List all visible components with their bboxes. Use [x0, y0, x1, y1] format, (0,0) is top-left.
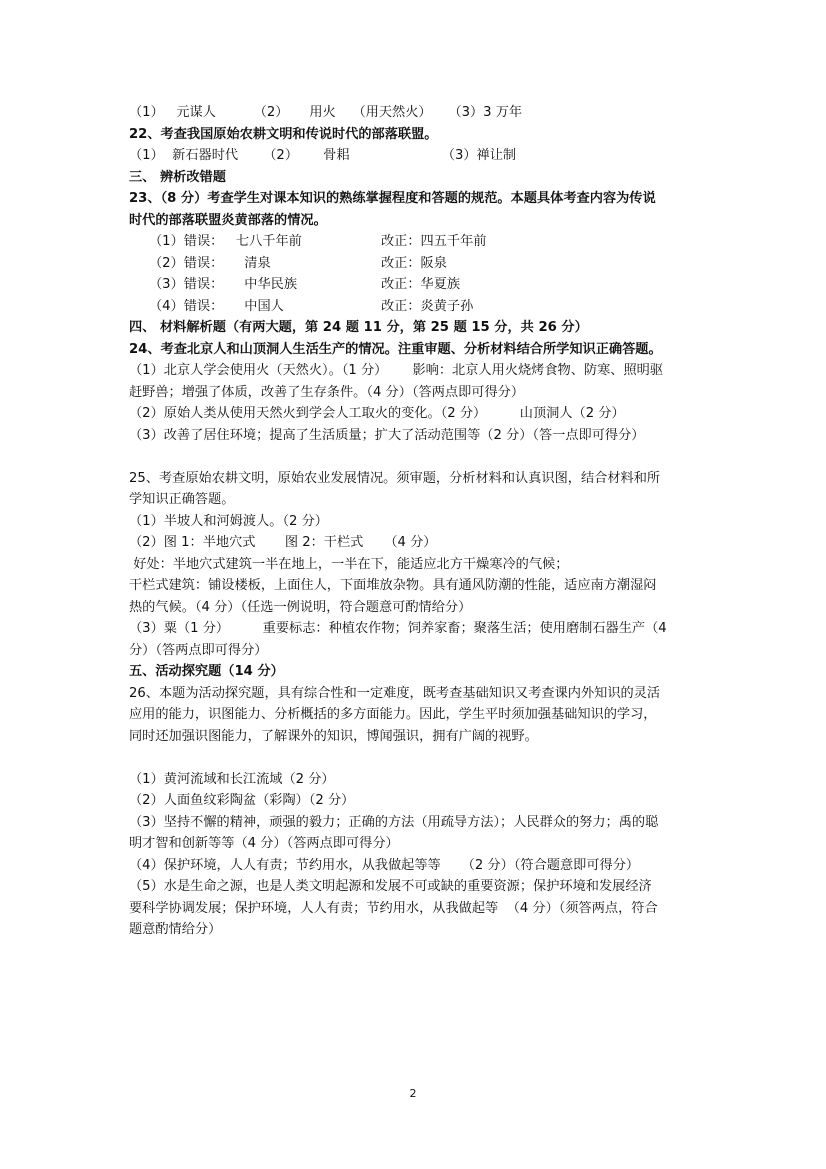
answer-25-2-benefit: 好处：半地穴式建筑一半在地上，一半在下，能适应北方干燥寒冷的气候；	[129, 556, 569, 572]
answer-24-2: （2）原始人类从使用天然火到学会人工取火的变化。（2 分） 山顶洞人（2 分）	[129, 406, 625, 421]
correction-fix: 改正：阪泉	[381, 255, 447, 271]
question-26-intro-cont: 应用的能力，识图能力、分析概括的多方面能力。因此，学生平时须加强基础知识的学习，	[129, 707, 657, 722]
blank-line	[129, 446, 707, 468]
answer-25-2-ganlan: 干栏式建筑：铺设楼板，上面住人，下面堆放杂物。具有通风防潮的性能，适应南方潮湿闷	[129, 578, 657, 593]
section-4-heading: 四、 材料解析题（有两大题，第 24 题 11 分，第 25 题 15 分，共 26 分）	[129, 320, 588, 335]
answer-content	[129, 102, 707, 941]
question-26-intro: 26、本题为活动探究题，具有综合性和一定难度，既考查基础知识又考查课内外知识的灵活	[129, 685, 661, 701]
answer-26-1: （1）黄河流域和长江流域（2 分）	[129, 771, 335, 787]
correction-error: （4）错误： 中国人	[149, 298, 284, 314]
section-5-heading: 五、活动探究题（14 分）	[129, 664, 284, 679]
correction-row	[129, 253, 707, 275]
question-26-intro-cont: 同时还加强识图能力，了解课外的知识，博闻强识，拥有广阔的视野。	[129, 728, 538, 744]
answer-25-2: （2）图 1：半地穴式 图 2：干栏式 （4 分）	[129, 535, 437, 550]
correction-table	[129, 231, 707, 317]
question-24-heading: 24、考查北京人和山顶洞人生活生产的情况。注重审题、分析材料结合所学知识正确答题。	[129, 341, 662, 357]
answer-24-3: （3）改善了居住环境；提高了生活质量；扩大了活动范围等（2 分）（答一点即可得分）	[129, 427, 645, 443]
page-number: 2	[409, 1087, 417, 1100]
answer-26-3-cont: 明才智和创新等等（4 分）（答两点即可得分）	[129, 836, 399, 851]
correction-row	[129, 274, 707, 296]
answer-26-5-cont: 题意酌情给分）	[129, 922, 222, 937]
question-23-heading-cont: 时代的部落联盟炎黄部落的情况。	[129, 212, 327, 228]
question-22-heading: 22、考查我国原始农耕文明和传说时代的部落联盟。	[129, 126, 438, 142]
answer-26-5: （5）水是生命之源，也是人类文明起源和发展不可或缺的重要资源；保护环境和发展经济	[129, 879, 652, 894]
answer-25-3-cont: 分）（答两点即可得分）	[129, 642, 268, 658]
question-25-heading: 25、考查原始农耕文明，原始农业发展情况。须审题，分析材料和认真识图，结合材料和所	[129, 470, 661, 486]
correction-fix: 改正：华夏族	[381, 277, 461, 292]
correction-row	[129, 296, 707, 318]
correction-row	[129, 231, 707, 253]
answer-25-1: （1）半坡人和河姆渡人。（2 分）	[129, 513, 328, 529]
answer-26-4: （4）保护环境，人人有责；节约用水，从我做起等等 （2 分）（符合题意即可得分）	[129, 857, 640, 873]
blank-line	[129, 747, 707, 769]
question-23-heading: 23、（8 分）考查学生对课本知识的熟练掌握程度和答题的规范。本题具体考查内容为传说	[129, 191, 656, 206]
answer-25-3: （3）粟（1 分） 重要标志：种植农作物；饲养家畜；聚落生活；使用磨制石器生产（4	[129, 621, 667, 636]
answer-24-1: （1）北京人学会使用火（天然火）。（1 分） 影响：北京人用火烧烤食物、防寒、照明驱	[129, 363, 664, 378]
correction-error: （3）错误： 中华民族	[149, 277, 298, 292]
section-3-heading: 三、 辨析改错题	[129, 169, 226, 185]
answer-24-1-cont: 赶野兽；增强了体质，改善了生存条件。（4 分）（答两点即可得分）	[129, 384, 525, 400]
answer-21-line: （1） 元谋人 （2） 用火 （用天然火） （3）3 万年	[129, 105, 523, 120]
correction-fix: 改正：四五千年前	[381, 234, 487, 249]
answer-26-2: （2）人面鱼纹彩陶盆（彩陶）（2 分）	[129, 793, 355, 808]
answer-26-3: （3）坚持不懈的精神，顽强的毅力；正确的方法（用疏导方法）；人民群众的努力；禹的聪	[129, 814, 659, 830]
answer-25-2-cont: 热的气候。（4 分）（任选一例说明，符合题意可酌情给分）	[129, 599, 472, 615]
answer-22-line: （1） 新石器时代 （2） 骨耜 （3）禅让制	[129, 148, 517, 163]
answer-26-5-cont: 要科学协调发展；保护环境，人人有责；节约用水，从我做起等 （4 分）（须答两点，符合	[129, 900, 658, 916]
question-25-heading-cont: 学知识正确答题。	[129, 492, 235, 507]
correction-fix: 改正：炎黄子孙	[381, 298, 474, 314]
correction-error: （1）错误： 七八千年前	[149, 234, 302, 249]
correction-error: （2）错误： 清泉	[149, 255, 271, 271]
